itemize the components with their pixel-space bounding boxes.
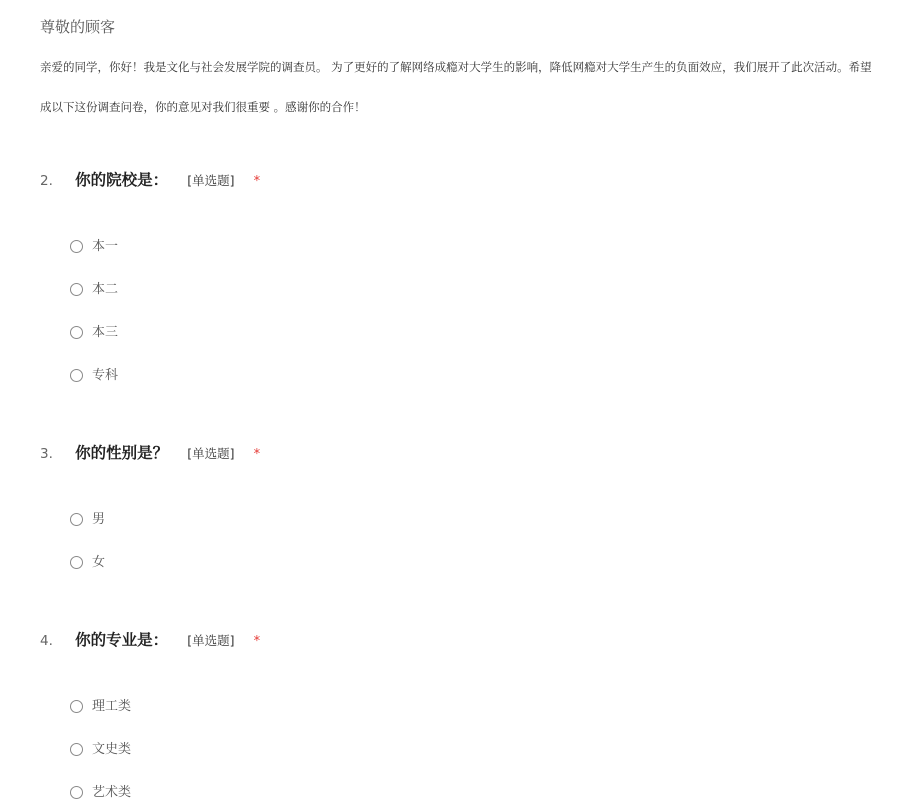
question-title: 你的性别是？	[75, 444, 169, 462]
radio-button[interactable]	[70, 240, 83, 253]
question-major	[40, 628, 880, 800]
question-school	[40, 168, 880, 410]
option-label[interactable]: 男	[92, 512, 106, 527]
question-type: [单选题]	[187, 446, 235, 461]
option-major-humanities[interactable]	[70, 741, 880, 784]
radio-button[interactable]	[70, 700, 83, 713]
question-header	[40, 628, 880, 652]
option-label[interactable]: 本一	[92, 239, 119, 254]
option-label[interactable]: 理工类	[92, 699, 132, 714]
option-school-3[interactable]	[70, 324, 880, 367]
question-gender	[40, 441, 880, 597]
radio-button[interactable]	[70, 786, 83, 799]
option-label[interactable]: 文史类	[92, 742, 132, 757]
question-number: 2.	[40, 173, 53, 189]
question-type: [单选题]	[187, 633, 235, 648]
radio-button[interactable]	[70, 513, 83, 526]
greeting-heading: 尊敬的顾客	[40, 18, 116, 36]
option-major-science[interactable]	[70, 698, 880, 741]
question-type: [单选题]	[187, 173, 235, 188]
required-marker: *	[253, 174, 261, 189]
intro-line-1: 亲爱的同学，你好！我是文化与社会发展学院的调查员。 为了更好的了解网络成瘾对大学生的影响，降低网瘾对大学生产生的负面效应，我们展开了此次活动。希望	[40, 60, 872, 74]
radio-button[interactable]	[70, 743, 83, 756]
question-header	[40, 441, 880, 465]
radio-button[interactable]	[70, 556, 83, 569]
option-school-4[interactable]	[70, 367, 880, 410]
option-school-2[interactable]	[70, 281, 880, 324]
option-label[interactable]: 艺术类	[92, 785, 132, 800]
option-major-arts[interactable]	[70, 784, 880, 800]
question-title: 你的院校是：	[75, 171, 169, 189]
option-school-1[interactable]	[70, 238, 880, 281]
question-number: 4.	[40, 633, 53, 649]
required-marker: *	[253, 634, 261, 649]
radio-button[interactable]	[70, 369, 83, 382]
question-header	[40, 168, 880, 192]
question-number: 3.	[40, 446, 53, 462]
intro-line-2: 成以下这份调查问卷，你的意见对我们很重要 。感谢你的合作！	[40, 100, 366, 114]
radio-button[interactable]	[70, 326, 83, 339]
question-title: 你的专业是：	[75, 631, 169, 649]
option-label[interactable]: 专科	[92, 368, 119, 383]
options-list	[70, 238, 880, 410]
radio-button[interactable]	[70, 283, 83, 296]
option-label[interactable]: 本三	[92, 325, 119, 340]
option-gender-male[interactable]	[70, 511, 880, 554]
option-label[interactable]: 女	[92, 555, 106, 570]
options-list	[70, 698, 880, 800]
intro-text	[40, 58, 900, 138]
options-list	[70, 511, 880, 597]
option-label[interactable]: 本二	[92, 282, 119, 297]
option-gender-female[interactable]	[70, 554, 880, 597]
required-marker: *	[253, 447, 261, 462]
